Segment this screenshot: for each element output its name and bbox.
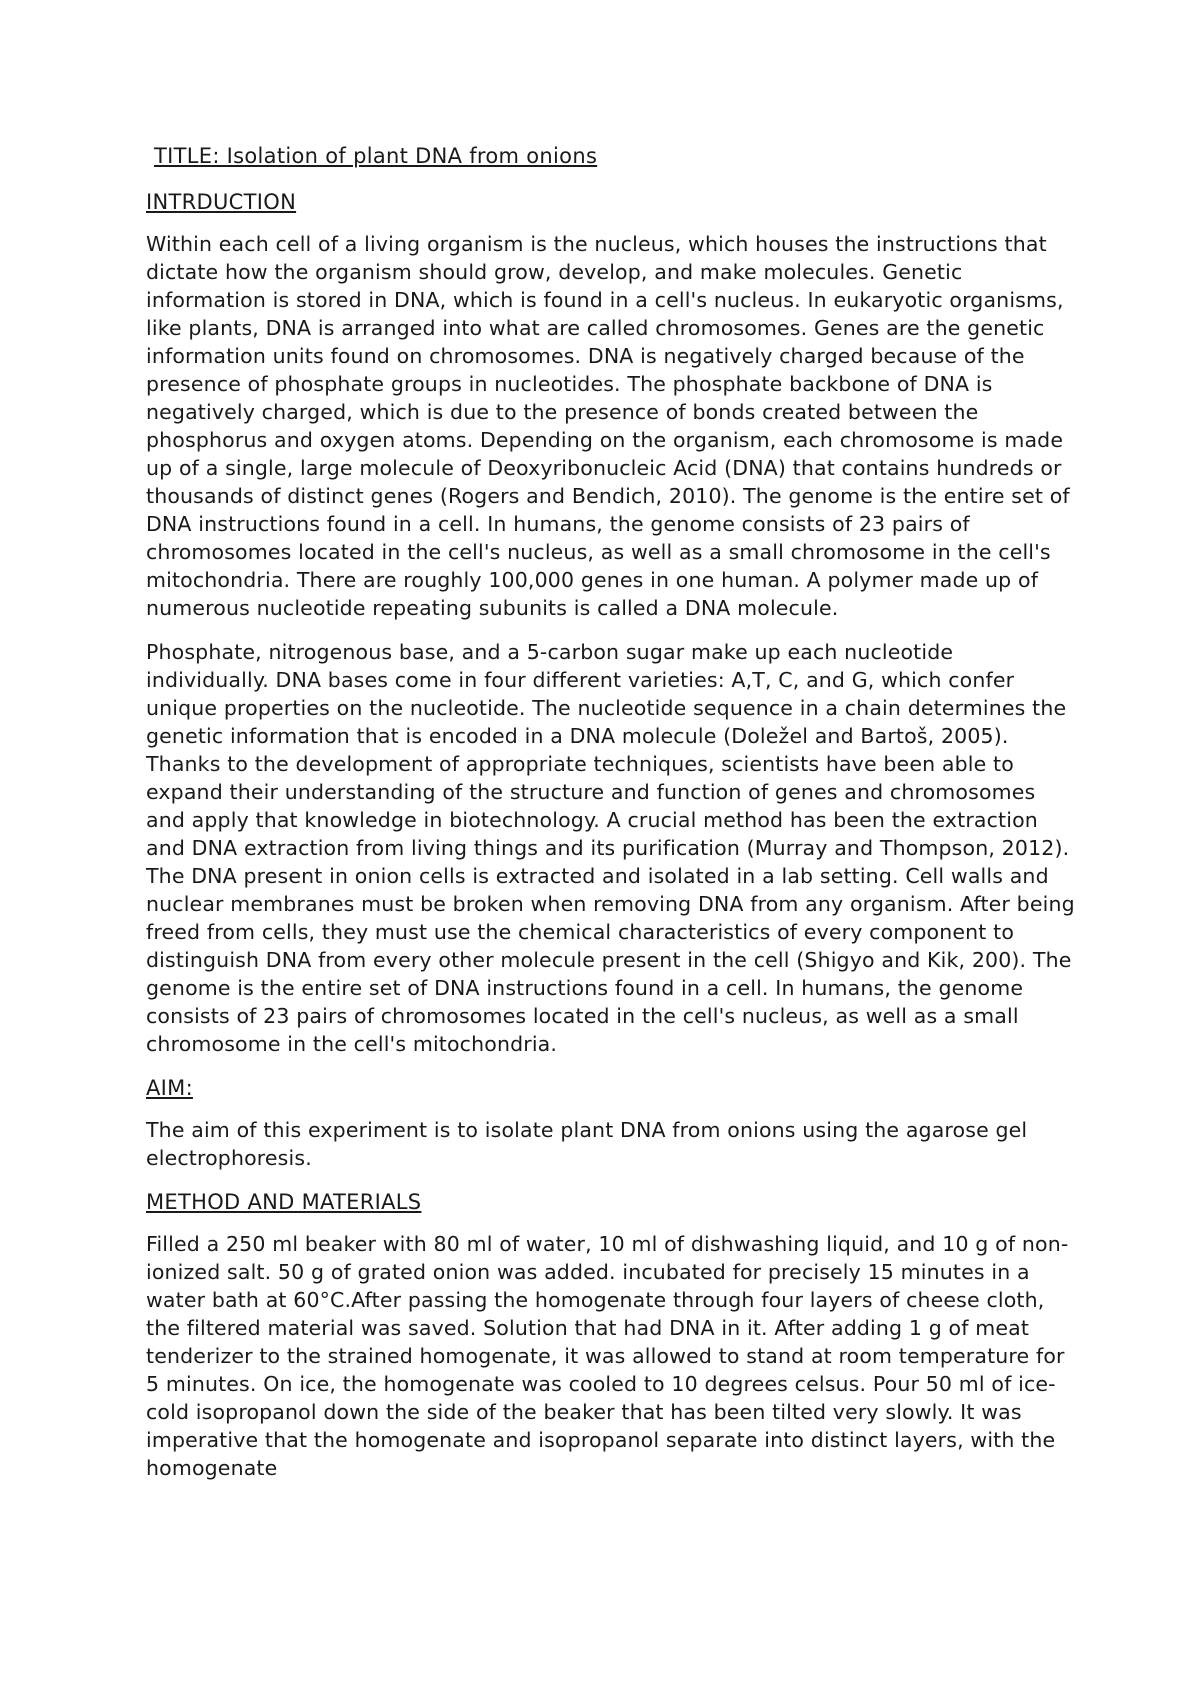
introduction-heading: INTRDUCTION xyxy=(146,190,297,214)
introduction-paragraph-2: Phosphate, nitrogenous base, and a 5-carbon sugar make up each nucleotide individually. DNA bases come in four different varieties: A,T, C, and G, which confer unique properties on the nucleotide. The nucleotide sequence in a chain determines the genetic information that is encoded in a DNA molecule (Doležel and Bartoš, 2005). Thanks to the development of appropriate techniques, scientists have been able to expand their understanding of the structure and function of genes and chromosomes and apply that knowledge in biotechnology. A crucial method has been the extraction and DNA extraction from living things and its purification (Murray and Thompson, 2012). The DNA present in onion cells is extracted and isolated in a lab setting. Cell walls and nuclear membranes must be broken when removing DNA from any organism. After being freed from cells, they must use the chemical characteristics of every component to distinguish DNA from every other molecule present in the cell (Shigyo and Kik, 200). The genome is the entire set of DNA instructions found in a cell. In humans, the genome consists of 23 pairs of chromosomes located in the cell's nucleus, as well as a small chromosome in the cell's mitochondria. xyxy=(146,640,1075,1056)
document-body xyxy=(146,142,1076,1498)
document-title: TITLE: Isolation of plant DNA from onions xyxy=(154,144,598,168)
aim-paragraph: The aim of this experiment is to isolate plant DNA from onions using the agarose gel electrophoresis. xyxy=(146,1118,1028,1170)
aim-section xyxy=(146,1074,1076,1172)
method-paragraph: Filled a 250 ml beaker with 80 ml of water, 10 ml of dishwashing liquid, and 10 g of non-ionized salt. 50 g of grated onion was added. incubated for precisely 15 minutes in a water bath at 60°C.After passing the homogenate through four layers of cheese cloth, the filtered material was saved. Solution that had DNA in it. After adding 1 g of meat tenderizer to the strained homogenate, it was allowed to stand at room temperature for 5 minutes. On ice, the homogenate was cooled to 10 degrees celsus. Pour 50 ml of ice-cold isopropanol down the side of the beaker that has been tilted very slowly. It was imperative that the homogenate and isopropanol separate into distinct layers, with the homogenate xyxy=(146,1232,1069,1480)
method-heading: METHOD AND MATERIALS xyxy=(146,1190,422,1214)
introduction-section xyxy=(146,188,1076,1058)
introduction-paragraph-1: Within each cell of a living organism is the nucleus, which houses the instructions that dictate how the organism should grow, develop, and make molecules. Genetic information is stored in DNA, which is found in a cell's nucleus. In eukaryotic organisms, like plants, DNA is arranged into what are called chromosomes. Genes are the genetic information units found on chromosomes. DNA is negatively charged because of the presence of phosphate groups in nucleotides. The phosphate backbone of DNA is negatively charged, which is due to the presence of bonds created between the phosphorus and oxygen atoms. Depending on the organism, each chromosome is made up of a single, large molecule of Deoxyribonucleic Acid (DNA) that contains hundreds or thousands of distinct genes (Rogers and Bendich, 2010). The genome is the entire set of DNA instructions found in a cell. In humans, the genome consists of 23 pairs of chromosomes located in the cell's nucleus, as well as a small chromosome in the cell's mitochondria. There are roughly 100,000 genes in one human. A polymer made up of numerous nucleotide repeating subunits is called a DNA molecule. xyxy=(146,232,1070,620)
aim-heading: AIM: xyxy=(146,1076,193,1100)
method-section xyxy=(146,1188,1076,1482)
